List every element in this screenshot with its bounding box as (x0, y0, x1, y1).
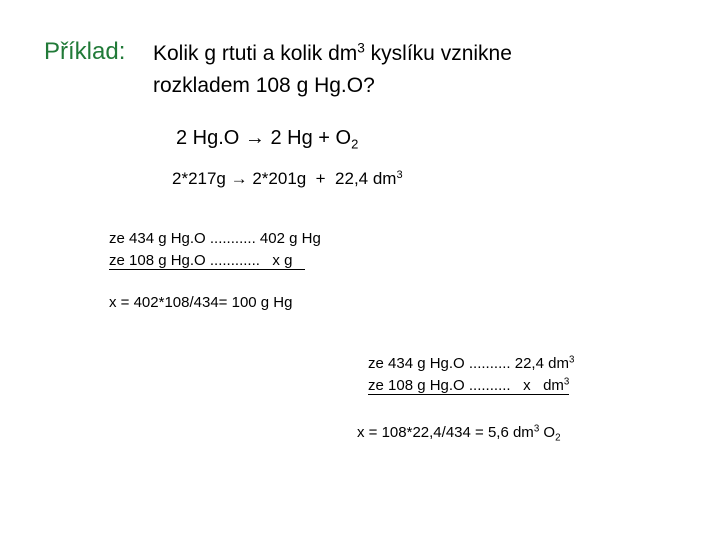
oxygen-result-subscript: 2 (555, 432, 561, 444)
oxygen-result-species: O (539, 424, 556, 441)
reaction-masses (172, 170, 403, 187)
reaction-equation-text: 2 Hg.O → 2 Hg + O (176, 127, 352, 149)
oxygen-proportion-line-2-text: ze 108 g Hg.O .......... x dm (368, 377, 564, 394)
reaction-masses-superscript: 3 (396, 168, 403, 181)
oxygen-proportion-line-1 (368, 356, 574, 371)
mercury-proportion-line-2 (109, 253, 305, 270)
question-line-1 (153, 40, 512, 65)
oxygen-result (357, 423, 561, 444)
question-text-a: Kolik g rtuti a kolik dm (153, 42, 358, 65)
reaction-equation (176, 127, 359, 152)
question-line-2: rozkladem 108 g Hg.O? (153, 74, 375, 97)
oxygen-proportion-line-1-text: ze 434 g Hg.O .......... 22,4 dm (368, 355, 569, 372)
oxygen-proportion-line-2-superscript: 3 (563, 376, 570, 388)
oxygen-result-text: x = 108*22,4/434 = 5,6 dm (357, 424, 534, 441)
oxygen-proportion-line-2 (368, 378, 569, 395)
oxygen-proportion-line-1-superscript: 3 (568, 354, 575, 366)
oxygen-result-superscript: 3 (533, 423, 540, 435)
oxygen-proportion-line-2-underlined (368, 378, 569, 395)
question-superscript: 3 (357, 40, 365, 56)
reaction-masses-text: 2*217g → 2*201g + 22,4 dm (172, 169, 397, 188)
mercury-proportion-line-2-text: ze 108 g Hg.O ............ x g (109, 252, 305, 269)
reaction-equation-subscript: 2 (351, 136, 359, 152)
question-text-b: kyslíku vznikne (364, 42, 512, 65)
example-label: Příklad: (44, 38, 126, 65)
mercury-result: x = 402*108/434= 100 g Hg (109, 294, 293, 311)
mercury-proportion-line-1: ze 434 g Hg.O ........... 402 g Hg (109, 230, 321, 247)
